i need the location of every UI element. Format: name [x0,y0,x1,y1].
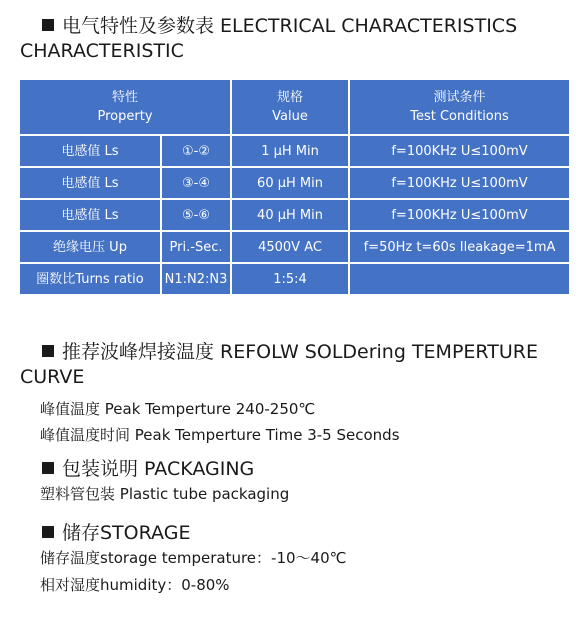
cell-value: 60 μH Min [231,167,349,199]
reflow-title-line2: CURVE [20,366,85,388]
electrical-title-line1: 电气特性及参数表 ELECTRICAL CHARACTERISTICS [62,15,518,37]
packaging-title: 包装说明 PACKAGING [62,458,255,480]
cell-value: 4500V AC [231,231,349,263]
square-bullet-icon [42,462,54,474]
storage-title: 储存STORAGE [62,522,191,544]
table-header-row [19,79,570,135]
square-bullet-icon [42,526,54,538]
cell-pins: N1:N2:N3 [161,263,231,295]
electrical-section-title [20,14,570,64]
cell-pins: ①-② [161,135,231,167]
cell-test: f=100KHz U≤100mV [349,199,570,231]
peak-temperature-line: 峰值温度 Peak Temperture 240-250℃ [40,400,316,418]
header-property [19,79,231,135]
cell-property: 绝缘电压 Up [19,231,161,263]
cell-pins: ⑤-⑥ [161,199,231,231]
electrical-title-line2: CHARACTERISTIC [20,40,184,62]
header-test-en: Test Conditions [410,109,509,124]
cell-value: 1 μH Min [231,135,349,167]
reflow-section-title [20,340,570,390]
cell-test: f=100KHz U≤100mV [349,135,570,167]
peak-time-line: 峰值温度时间 Peak Temperture Time 3-5 Seconds [40,426,400,444]
header-property-en: Property [97,109,153,124]
storage-section-title [20,521,570,546]
cell-pins: ③-④ [161,167,231,199]
table-row [19,231,570,263]
humidity-line: 相对湿度humidity：0-80% [40,576,230,594]
storage-temperature-line: 储存温度storage temperature：-10〜40℃ [40,549,347,567]
header-test-conditions [349,79,570,135]
table-row [19,167,570,199]
square-bullet-icon [42,19,54,31]
header-value [231,79,349,135]
header-property-cn: 特性 [112,90,139,105]
cell-property: 圈数比Turns ratio [19,263,161,295]
table-row [19,135,570,167]
electrical-characteristics-table [18,78,571,296]
cell-pins: Pri.-Sec. [161,231,231,263]
header-value-cn: 规格 [277,90,304,105]
cell-property: 电感值 Ls [19,135,161,167]
table-row [19,263,570,295]
cell-test: f=50Hz t=60s Ileakage=1mA [349,231,570,263]
cell-test [349,263,570,295]
cell-value: 40 μH Min [231,199,349,231]
header-test-cn: 测试条件 [433,90,486,105]
cell-property: 电感值 Ls [19,167,161,199]
packaging-line: 塑料管包装 Plastic tube packaging [40,485,290,503]
header-value-en: Value [272,109,308,124]
square-bullet-icon [42,345,54,357]
cell-property: 电感值 Ls [19,199,161,231]
reflow-title-line1: 推荐波峰焊接温度 REFOLW SOLDering TEMPERTURE [62,341,538,363]
cell-value: 1:5:4 [231,263,349,295]
cell-test: f=100KHz U≤100mV [349,167,570,199]
packaging-section-title [20,457,570,482]
table-row [19,199,570,231]
